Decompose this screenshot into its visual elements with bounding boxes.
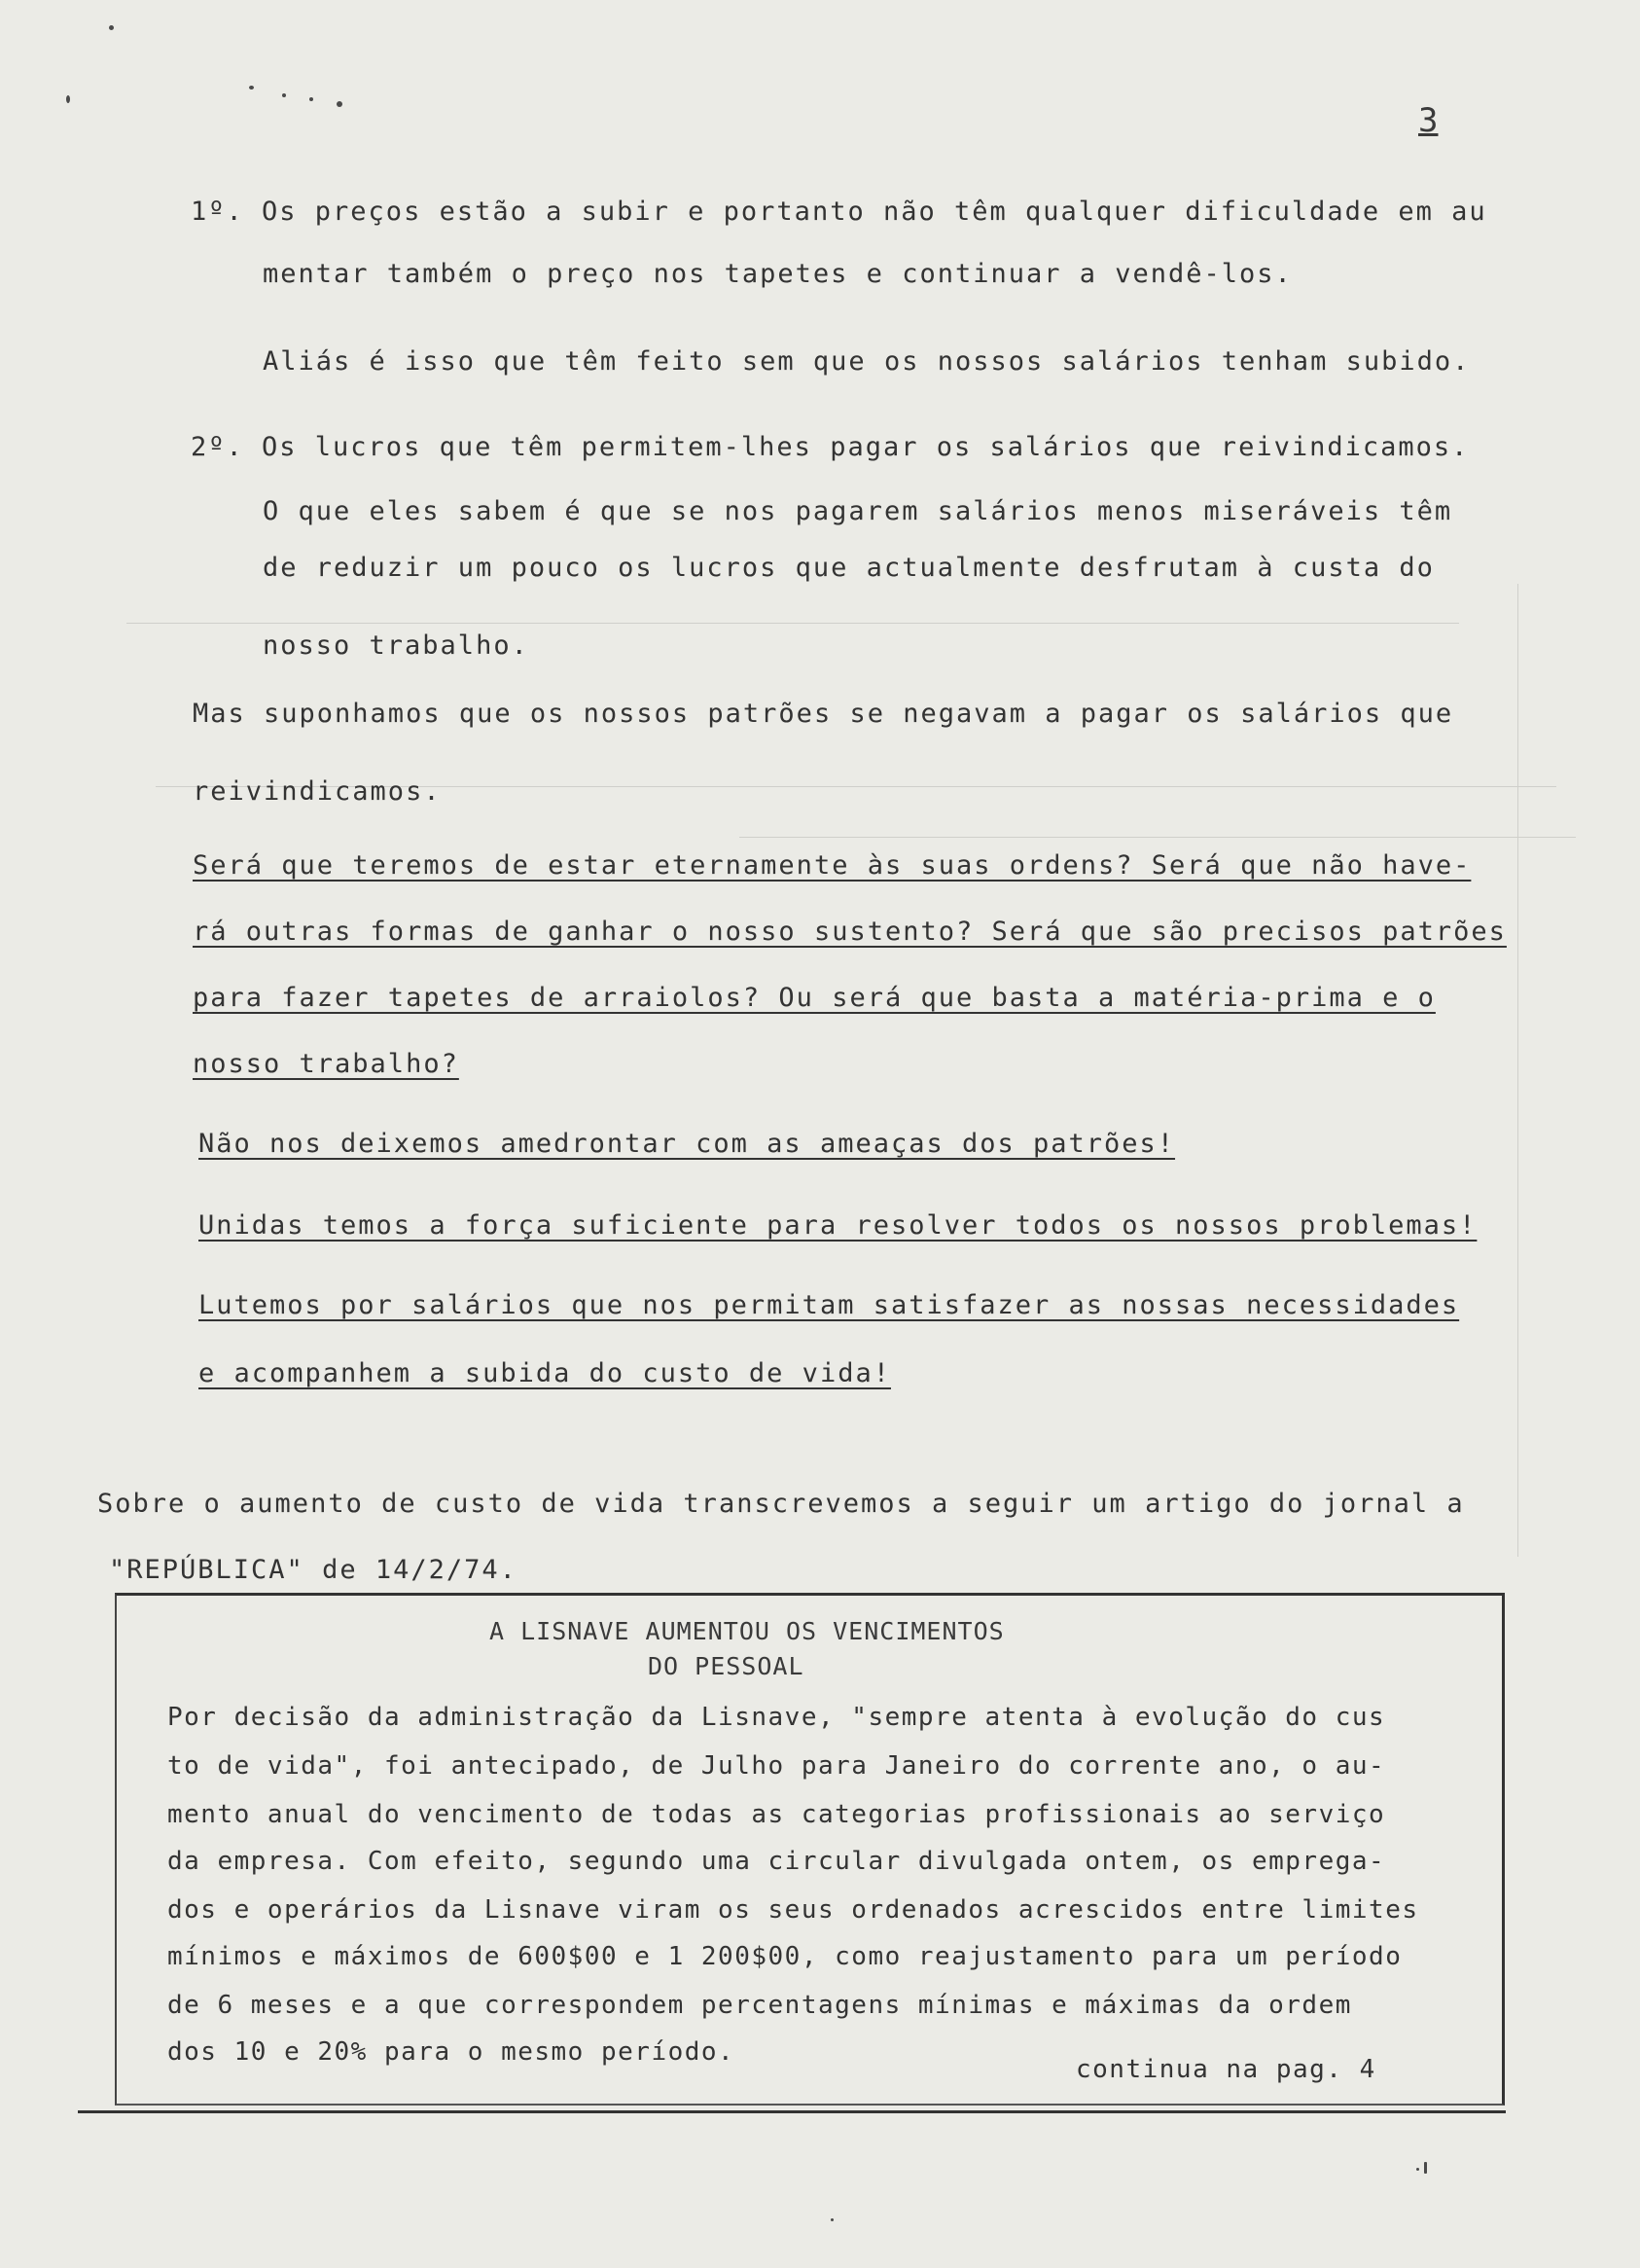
slogan-3-line-1: Lutemos por salários que nos permitam satisfazer as nossas necessidades: [198, 1290, 1460, 1320]
bleed-through-line: [739, 837, 1576, 838]
point-2-line-2: O que eles sabem é que se nos pagarem salários menos miseráveis têm: [263, 496, 1453, 526]
ink-speck: [309, 97, 313, 101]
ink-speck: [249, 86, 254, 90]
bleed-through-line: [1517, 584, 1518, 1557]
suppose-line-2: reivindicamos.: [193, 776, 442, 807]
ink-speck: [1416, 2168, 1419, 2171]
article-line-7: de 6 meses e a que correspondem percentagens mínimas e máximas da ordem: [167, 1991, 1352, 2020]
point-1-line-1: 1º. Os preços estão a subir e portanto não têm qualquer dificuldade em au: [191, 197, 1487, 227]
ink-speck: [831, 2218, 834, 2221]
ink-speck: [66, 95, 70, 103]
point-2-line-1: 2º. Os lucros que têm permitem-lhes pagar os salários que reivindicamos.: [191, 432, 1470, 462]
questions-line-2: rá outras formas de ganhar o nosso sustento? Será que são precisos patrões: [193, 917, 1507, 947]
point-1-line-2: mentar também o preço nos tapetes e continuar a vendê-los.: [263, 259, 1293, 289]
article-line-1: Por decisão da administração da Lisnave, "sempre atenta à evolução do cus: [167, 1703, 1386, 1732]
intro-line-2: "REPÚBLICA" de 14/2/74.: [109, 1555, 517, 1585]
questions-line-1: Será que teremos de estar eternamente às suas ordens? Será que não have-: [193, 850, 1472, 881]
bottom-rule: [78, 2110, 1506, 2113]
point-2-line-4: nosso trabalho.: [263, 630, 529, 661]
slogan-2: Unidas temos a força suficiente para resolver todos os nossos problemas!: [198, 1210, 1478, 1241]
questions-line-3: para fazer tapetes de arraiolos? Ou será que basta a matéria-prima e o: [193, 983, 1436, 1013]
suppose-line-1: Mas suponhamos que os nossos patrões se negavam a pagar os salários que: [193, 699, 1454, 729]
article-line-4: da empresa. Com efeito, segundo uma circular divulgada ontem, os emprega-: [167, 1847, 1386, 1876]
article-line-6: mínimos e máximos de 600$00 e 1 200$00, como reajustamento para um período: [167, 1942, 1403, 1971]
questions-line-4: nosso trabalho?: [193, 1049, 459, 1079]
point-1-line-3: Aliás é isso que têm feito sem que os nossos salários tenham subido.: [263, 346, 1471, 377]
ink-speck: [1424, 2162, 1427, 2174]
intro-line-1: Sobre o aumento de custo de vida transcrevemos a seguir um artigo do jornal a: [97, 1489, 1465, 1519]
article-line-5: dos e operários da Lisnave viram os seus ordenados acrescidos entre limites: [167, 1895, 1419, 1925]
point-2-line-3: de reduzir um pouco os lucros que actualmente desfrutam à custa do: [263, 553, 1435, 583]
ink-speck: [337, 101, 342, 107]
slogan-3-line-2: e acompanhem a subida do custo de vida!: [198, 1358, 891, 1388]
ink-speck: [282, 93, 286, 97]
article-title-line-2: DO PESSOAL: [648, 1652, 804, 1680]
bleed-through-line: [126, 623, 1459, 624]
article-line-8: dos 10 e 20% para o mesmo período.: [167, 2037, 735, 2067]
article-line-2: to de vida", foi antecipado, de Julho para Janeiro do corrente ano, o au-: [167, 1751, 1386, 1781]
article-title-line-1: A LISNAVE AUMENTOU OS VENCIMENTOS: [489, 1617, 1005, 1645]
page-number: 3: [1418, 101, 1439, 140]
slogan-1: Não nos deixemos amedrontar com as ameaças dos patrões!: [198, 1129, 1176, 1159]
continues-on-page-note: continua na pag. 4: [1076, 2055, 1376, 2084]
ink-speck: [109, 25, 114, 30]
article-line-3: mento anual do vencimento de todas as categorias profissionais ao serviço: [167, 1800, 1386, 1829]
